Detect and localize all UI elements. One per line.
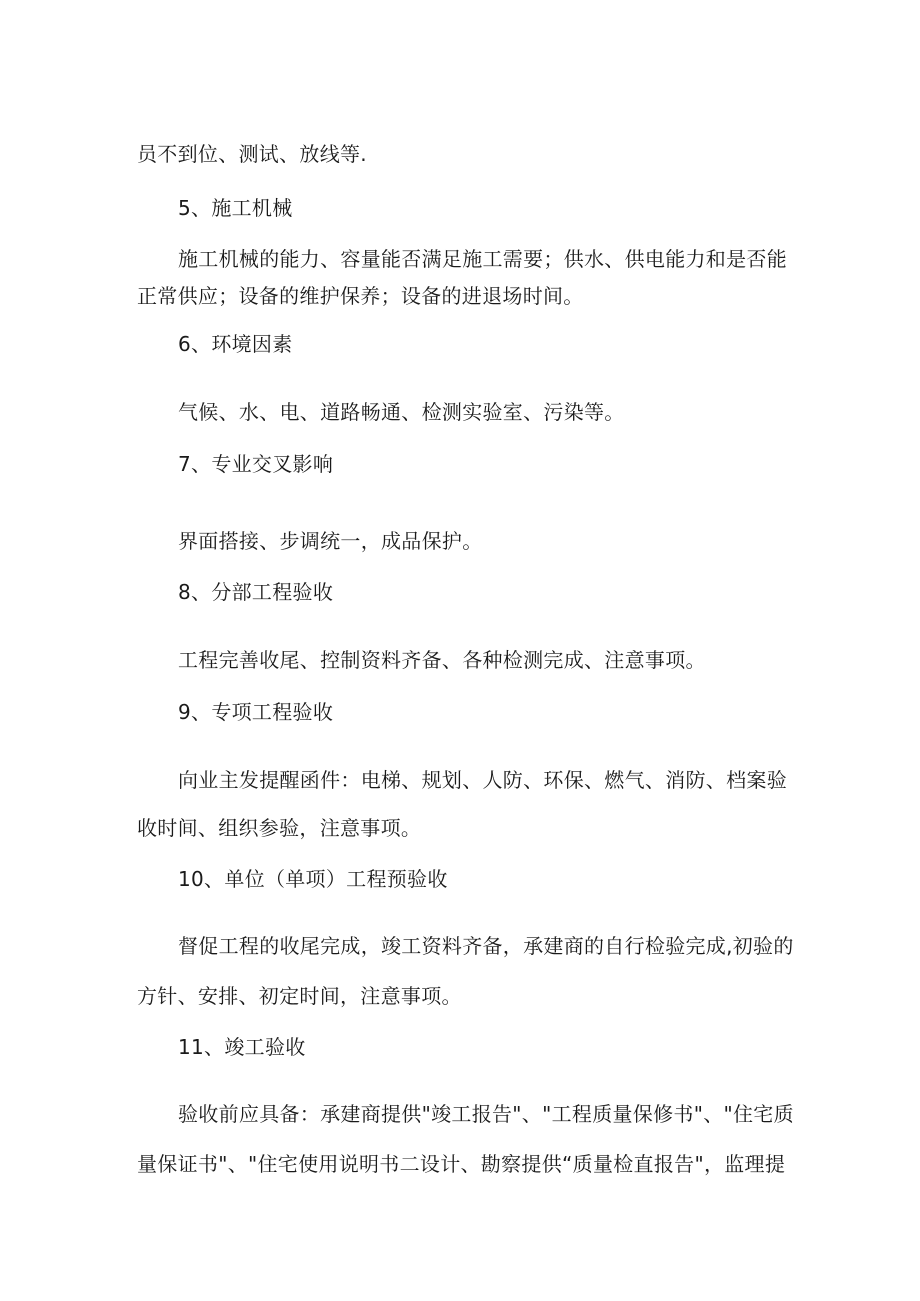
section-heading-sub-works-acceptance: 8、分部工程验收 — [178, 580, 334, 604]
paragraph-continuation: 员不到位、测试、放线等. — [137, 142, 367, 166]
paragraph-line: 收时间、组织参验，注意事项。 — [137, 816, 422, 840]
section-heading-special-acceptance: 9、专项工程验收 — [178, 700, 334, 724]
paragraph-line: 正常供应；设备的维护保养；设备的进退场时间。 — [137, 284, 584, 308]
paragraph-line: 气候、水、电、道路畅通、检测实验室、污染等。 — [178, 400, 625, 424]
paragraph-line: 量保证书"、"住宅使用说明书二设计、勘察提供“质量检直报告"，监理提 — [137, 1152, 786, 1176]
section-heading-cross-discipline: 7、专业交叉影响 — [178, 452, 334, 476]
section-heading-environment: 6、环境因素 — [178, 332, 293, 356]
section-heading-machinery: 5、施工机械 — [178, 196, 293, 220]
paragraph-line: 验收前应具备：承建商提供"竣工报告"、"工程质量保修书"、"住宅质 — [178, 1102, 794, 1126]
paragraph-line: 施工机械的能力、容量能否满足施工需要；供水、供电能力和是否能 — [178, 247, 787, 271]
paragraph-line: 督促工程的收尾完成，竣工资料齐备，承建商的自行检验完成,初验的 — [178, 934, 794, 958]
paragraph-line: 向业主发提醒函件：电梯、规划、人防、环保、燃气、消防、档案验 — [178, 768, 787, 792]
paragraph-line: 界面搭接、步调统一，成品保护。 — [178, 529, 483, 553]
section-heading-completion-acceptance: 11、竣工验收 — [178, 1035, 306, 1059]
paragraph-line: 方针、安排、初定时间，注意事项。 — [137, 984, 462, 1008]
paragraph-line: 工程完善收尾、控制资料齐备、各种检测完成、注意事项。 — [178, 648, 706, 672]
section-heading-pre-acceptance: 10、单位（单项）工程预验收 — [178, 867, 448, 891]
